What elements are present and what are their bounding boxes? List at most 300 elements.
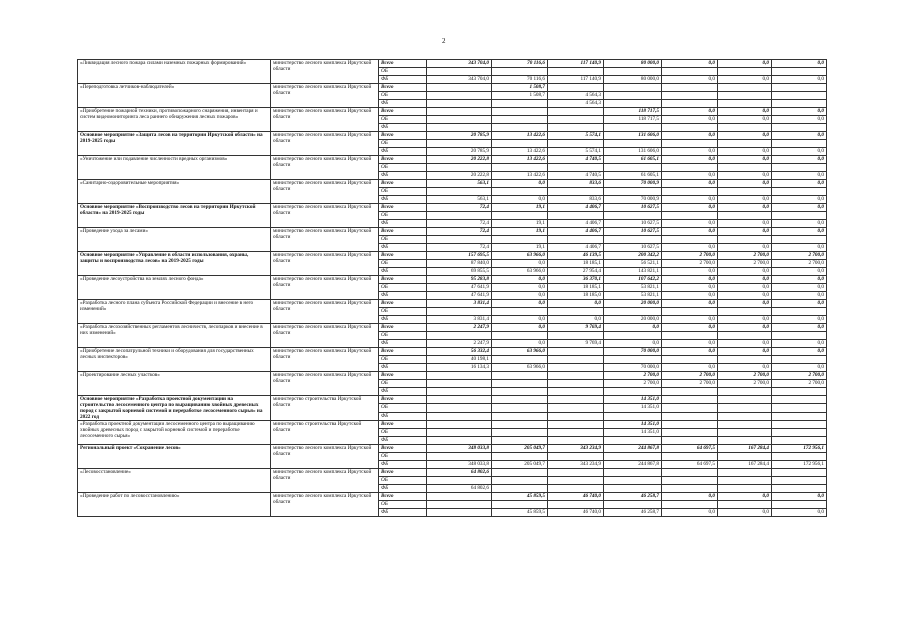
amount-cell: 3 831,4	[427, 316, 492, 324]
amount-cell: 14 351,0	[604, 396, 662, 404]
table-row	[78, 84, 827, 92]
amount-cell: 205 049,7	[492, 445, 548, 453]
table-row	[78, 108, 827, 116]
activity-name: «Уничтожение или подавление численности вредных организмов»	[78, 156, 271, 180]
amount-cell: 2 700,0	[772, 380, 827, 388]
amount-cell	[548, 485, 604, 493]
funding-source: ФБ	[379, 412, 427, 420]
funding-source: ОБ	[379, 116, 427, 124]
funding-source: ОБ	[379, 68, 427, 76]
amount-cell: 0,0	[492, 316, 548, 324]
amount-cell	[604, 453, 662, 461]
funding-source: ОБ	[379, 140, 427, 148]
amount-cell: 5 574,1	[548, 132, 604, 140]
activity-name: «Проектирование лесных участков»	[78, 372, 271, 396]
amount-cell: 0,0	[662, 340, 718, 348]
amount-cell	[662, 84, 718, 92]
amount-cell: 348 033,8	[427, 445, 492, 453]
table-row	[78, 204, 827, 212]
amount-cell	[604, 236, 662, 244]
table-row	[78, 156, 827, 164]
amount-cell	[604, 84, 662, 92]
amount-cell: 0,0	[772, 509, 827, 517]
amount-cell: 0,0	[662, 60, 718, 68]
amount-cell	[718, 469, 772, 477]
amount-cell: 70 116,6	[492, 60, 548, 68]
amount-cell	[662, 421, 718, 429]
amount-cell	[718, 501, 772, 509]
amount-cell	[427, 84, 492, 92]
amount-cell: 5 574,1	[548, 148, 604, 156]
amount-cell: 0,0	[662, 132, 718, 140]
amount-cell	[427, 308, 492, 316]
amount-cell	[548, 348, 604, 356]
amount-cell: 343 704,0	[427, 60, 492, 68]
amount-cell: 0,0	[718, 292, 772, 300]
amount-cell	[427, 509, 492, 517]
amount-cell	[604, 412, 662, 420]
amount-cell	[548, 380, 604, 388]
amount-cell: 4 740,5	[548, 156, 604, 164]
amount-cell: 0,0	[492, 260, 548, 268]
funding-source: Всего	[379, 84, 427, 92]
amount-cell	[662, 308, 718, 316]
amount-cell: 64 802,6	[427, 469, 492, 477]
funding-source: Всего	[379, 396, 427, 404]
amount-cell	[604, 332, 662, 340]
amount-cell	[718, 485, 772, 493]
activity-name: «Лесовосстановление»	[78, 469, 271, 493]
amount-cell: 69 855,5	[427, 268, 492, 276]
amount-cell	[548, 332, 604, 340]
amount-cell: 0,0	[718, 76, 772, 84]
amount-cell: 167 284,4	[718, 445, 772, 453]
amount-cell	[427, 372, 492, 380]
amount-cell: 0,0	[772, 116, 827, 124]
amount-cell: 157 695,5	[427, 252, 492, 260]
activity-name: «Приобретение лесопатрульной техники и оборудования для государственных лесных инспекторов»	[78, 348, 271, 372]
amount-cell	[718, 308, 772, 316]
amount-cell: 0,0	[662, 324, 718, 332]
amount-cell	[662, 501, 718, 509]
table-row	[78, 228, 827, 236]
amount-cell	[718, 212, 772, 220]
amount-cell: 0,0	[662, 364, 718, 372]
amount-cell: 343 234,9	[548, 461, 604, 469]
amount-cell	[772, 453, 827, 461]
amount-cell: 0,0	[718, 148, 772, 156]
amount-cell: 2 700,0	[718, 260, 772, 268]
amount-cell: 0,0	[772, 340, 827, 348]
amount-cell: 80 000,0	[604, 60, 662, 68]
amount-cell	[492, 501, 548, 509]
funding-source: ФБ	[379, 364, 427, 372]
amount-cell: 172 956,1	[772, 445, 827, 453]
amount-cell	[492, 188, 548, 196]
amount-cell	[604, 140, 662, 148]
amount-cell: 244 867,8	[604, 445, 662, 453]
funding-source: ОБ	[379, 404, 427, 412]
amount-cell: 0,0	[662, 204, 718, 212]
amount-cell	[662, 469, 718, 477]
amount-cell	[492, 124, 548, 132]
amount-cell	[718, 164, 772, 172]
amount-cell: 0,0	[718, 300, 772, 308]
amount-cell: 348 033,8	[427, 461, 492, 469]
amount-cell: 19,1	[492, 244, 548, 252]
amount-cell: 4 564,3	[548, 92, 604, 100]
amount-cell	[492, 108, 548, 116]
table-row	[78, 445, 827, 453]
amount-cell	[718, 453, 772, 461]
amount-cell	[718, 396, 772, 404]
amount-cell: 80 000,0	[604, 76, 662, 84]
amount-cell	[718, 100, 772, 108]
amount-cell: 0,0	[662, 348, 718, 356]
amount-cell	[492, 412, 548, 420]
amount-cell: 2 700,0	[604, 380, 662, 388]
amount-cell	[427, 453, 492, 461]
amount-cell: 19,1	[492, 204, 548, 212]
amount-cell: 205 049,7	[492, 461, 548, 469]
amount-cell: 2 700,0	[718, 372, 772, 380]
funding-source: ОБ	[379, 260, 427, 268]
amount-cell: 0,0	[492, 276, 548, 284]
executor: министерство строительства Иркутской области	[271, 396, 379, 421]
amount-cell: 56 521,1	[604, 260, 662, 268]
amount-cell: 46 740,0	[548, 509, 604, 517]
amount-cell	[718, 84, 772, 92]
amount-cell: 9 769,4	[548, 324, 604, 332]
activity-name: Основное мероприятие «Управление в области использования, охраны, защиты и воспроизводства лесов» на 2019-2025 годы	[78, 252, 271, 276]
amount-cell	[427, 380, 492, 388]
amount-cell: 40 198,1	[427, 356, 492, 364]
amount-cell: 833,6	[548, 196, 604, 204]
amount-cell	[492, 100, 548, 108]
amount-cell: 0,0	[772, 324, 827, 332]
amount-cell: 4 740,5	[548, 172, 604, 180]
amount-cell	[427, 164, 492, 172]
amount-cell: 64 802,6	[427, 485, 492, 493]
amount-cell: 0,0	[662, 156, 718, 164]
amount-cell: 70 000,9	[604, 180, 662, 188]
funding-source: Всего	[379, 300, 427, 308]
funding-source: ФБ	[379, 437, 427, 445]
amount-cell: 0,0	[662, 172, 718, 180]
amount-cell	[772, 421, 827, 429]
executor: министерство лесного комплекса Иркутской области	[271, 204, 379, 228]
amount-cell: 2 700,0	[772, 252, 827, 260]
amount-cell	[548, 68, 604, 76]
funding-source: ОБ	[379, 212, 427, 220]
amount-cell: 3 831,4	[427, 300, 492, 308]
amount-cell: 0,0	[772, 156, 827, 164]
amount-cell: 2 700,0	[662, 260, 718, 268]
amount-cell	[604, 92, 662, 100]
amount-cell: 0,0	[772, 244, 827, 252]
amount-cell	[604, 212, 662, 220]
amount-cell: 563,1	[427, 180, 492, 188]
amount-cell: 20 222,8	[427, 156, 492, 164]
funding-source: Всего	[379, 204, 427, 212]
amount-cell: 18 185,1	[548, 260, 604, 268]
amount-cell: 1 508,7	[492, 84, 548, 92]
funding-source: Всего	[379, 445, 427, 453]
amount-cell: 343 234,9	[548, 445, 604, 453]
funding-source: ФБ	[379, 292, 427, 300]
amount-cell	[492, 477, 548, 485]
amount-cell: 0,0	[492, 300, 548, 308]
amount-cell	[492, 421, 548, 429]
amount-cell	[492, 356, 548, 364]
amount-cell	[492, 388, 548, 396]
amount-cell: 4 406,7	[548, 204, 604, 212]
amount-cell: 13 422,6	[492, 156, 548, 164]
page-number: 2	[442, 37, 446, 45]
amount-cell	[492, 469, 548, 477]
activity-name: «Разработка проектной документации лесосеменного центра по выращиванию хвойных древесных пород с закрытой корневой системой и переработке лесосеменного сырья»	[78, 421, 271, 445]
funding-source: ФБ	[379, 509, 427, 517]
activity-name: «Разработка лесного плана субъекта Российской Федерации и внесение в него изменений»	[78, 300, 271, 324]
amount-cell: 10 627,5	[604, 204, 662, 212]
amount-cell	[604, 388, 662, 396]
amount-cell	[427, 116, 492, 124]
amount-cell	[662, 404, 718, 412]
amount-cell	[604, 68, 662, 76]
activity-name: «Проведение работ по лесовосстановлению»	[78, 493, 271, 517]
amount-cell	[772, 92, 827, 100]
funding-source: ОБ	[379, 501, 427, 509]
amount-cell: 64 697,5	[662, 445, 718, 453]
amount-cell	[548, 429, 604, 437]
amount-cell	[772, 356, 827, 364]
amount-cell: 0,0	[662, 300, 718, 308]
amount-cell	[604, 437, 662, 445]
table-row	[78, 252, 827, 260]
amount-cell: 343 704,0	[427, 76, 492, 84]
amount-cell: 46 258,7	[604, 509, 662, 517]
amount-cell: 0,0	[604, 340, 662, 348]
amount-cell	[427, 404, 492, 412]
amount-cell	[427, 388, 492, 396]
amount-cell	[662, 388, 718, 396]
amount-cell: 20 785,9	[427, 148, 492, 156]
amount-cell	[718, 68, 772, 76]
amount-cell: 53 821,1	[604, 292, 662, 300]
amount-cell	[548, 364, 604, 372]
amount-cell: 4 564,3	[548, 100, 604, 108]
amount-cell	[427, 100, 492, 108]
activity-name: Основное мероприятие «Воспроизводство лесов на территории Иркутской области» на 2019-2025 годы	[78, 204, 271, 228]
amount-cell	[718, 404, 772, 412]
amount-cell	[662, 100, 718, 108]
amount-cell	[662, 188, 718, 196]
amount-cell: 2 700,0	[662, 252, 718, 260]
amount-cell: 0,0	[662, 244, 718, 252]
amount-cell	[492, 380, 548, 388]
amount-cell	[772, 485, 827, 493]
amount-cell: 70 116,6	[492, 76, 548, 84]
amount-cell	[662, 212, 718, 220]
funding-source: ОБ	[379, 236, 427, 244]
amount-cell: 107 642,2	[604, 276, 662, 284]
amount-cell	[427, 236, 492, 244]
executor: министерство лесного комплекса Иркутской области	[271, 132, 379, 156]
amount-cell	[772, 437, 827, 445]
amount-cell: 0,0	[662, 108, 718, 116]
amount-cell: 0,0	[718, 180, 772, 188]
activity-name: Основное мероприятие «Разработка проектной документации на строительство лесосеменного центра по выращиванию хвойных древесных пород с закрытой корневой системой и переработке лесосеменного сырья» на 2022 год	[78, 396, 271, 421]
amount-cell	[492, 429, 548, 437]
amount-cell: 46 139,5	[548, 252, 604, 260]
amount-cell	[604, 308, 662, 316]
amount-cell: 0,0	[662, 268, 718, 276]
amount-cell: 0,0	[604, 324, 662, 332]
amount-cell: 10 627,5	[604, 244, 662, 252]
amount-cell	[427, 493, 492, 501]
amount-cell: 13 422,6	[492, 172, 548, 180]
amount-cell: 131 606,0	[604, 132, 662, 140]
amount-cell	[492, 116, 548, 124]
amount-cell: 2 700,0	[604, 372, 662, 380]
table-row	[78, 469, 827, 477]
amount-cell: 0,0	[662, 316, 718, 324]
amount-cell: 0,0	[718, 204, 772, 212]
funding-source: ФБ	[379, 124, 427, 132]
amount-cell: 87 840,0	[427, 260, 492, 268]
amount-cell: 4 406,7	[548, 244, 604, 252]
amount-cell	[718, 412, 772, 420]
amount-cell	[548, 396, 604, 404]
amount-cell	[492, 396, 548, 404]
funding-source: Всего	[379, 180, 427, 188]
table-row	[78, 324, 827, 332]
amount-cell	[662, 92, 718, 100]
amount-cell	[662, 164, 718, 172]
amount-cell	[772, 396, 827, 404]
amount-cell	[604, 188, 662, 196]
amount-cell: 0,0	[718, 108, 772, 116]
amount-cell	[662, 485, 718, 493]
amount-cell: 20 785,9	[427, 132, 492, 140]
amount-cell: 63 966,0	[492, 364, 548, 372]
amount-cell	[662, 68, 718, 76]
table-row	[78, 180, 827, 188]
activity-name: «Проведение ухода за лесами»	[78, 228, 271, 252]
amount-cell	[772, 477, 827, 485]
amount-cell: 0,0	[772, 180, 827, 188]
executor: министерство лесного комплекса Иркутской области	[271, 493, 379, 517]
amount-cell: 0,0	[772, 228, 827, 236]
amount-cell	[662, 356, 718, 364]
amount-cell	[427, 140, 492, 148]
amount-cell	[772, 124, 827, 132]
funding-source: ФБ	[379, 316, 427, 324]
funding-source: Всего	[379, 228, 427, 236]
executor: министерство лесного комплекса Иркутской области	[271, 228, 379, 252]
amount-cell: 2 247,9	[427, 340, 492, 348]
amount-cell: 27 954,4	[548, 268, 604, 276]
amount-cell	[492, 140, 548, 148]
amount-cell	[492, 404, 548, 412]
amount-cell: 19,1	[492, 220, 548, 228]
funding-source: ОБ	[379, 284, 427, 292]
executor: министерство лесного комплекса Иркутской области	[271, 108, 379, 132]
executor: министерство лесного комплекса Иркутской области	[271, 60, 379, 84]
amount-cell	[718, 356, 772, 364]
amount-cell	[772, 404, 827, 412]
amount-cell	[427, 124, 492, 132]
funding-source: ОБ	[379, 453, 427, 461]
amount-cell	[604, 124, 662, 132]
funding-source: ОБ	[379, 380, 427, 388]
funding-source: Всего	[379, 493, 427, 501]
table-row	[78, 276, 827, 284]
amount-cell	[492, 68, 548, 76]
amount-cell	[427, 68, 492, 76]
amount-cell: 72,4	[427, 228, 492, 236]
amount-cell	[772, 188, 827, 196]
amount-cell: 0,0	[492, 284, 548, 292]
amount-cell: 19,1	[492, 228, 548, 236]
amount-cell: 0,0	[772, 132, 827, 140]
amount-cell: 63 966,0	[492, 348, 548, 356]
activity-name: «Санитарно-оздоровительные мероприятия»	[78, 180, 271, 204]
amount-cell	[427, 429, 492, 437]
amount-cell: 61 605,1	[604, 172, 662, 180]
amount-cell: 0,0	[772, 316, 827, 324]
amount-cell	[718, 124, 772, 132]
amount-cell: 118 717,5	[604, 108, 662, 116]
table-row	[78, 60, 827, 68]
amount-cell: 18 185,1	[548, 284, 604, 292]
amount-cell: 13 422,6	[492, 148, 548, 156]
funding-source: ОБ	[379, 164, 427, 172]
table-row	[78, 300, 827, 308]
amount-cell: 72,4	[427, 204, 492, 212]
amount-cell	[772, 68, 827, 76]
amount-cell: 2 700,0	[772, 260, 827, 268]
amount-cell: 0,0	[718, 244, 772, 252]
funding-source: ФБ	[379, 100, 427, 108]
amount-cell: 45 859,5	[492, 509, 548, 517]
executor: министерство строительства Иркутской области	[271, 421, 379, 445]
amount-cell: 0,0	[772, 204, 827, 212]
executor: министерство лесного комплекса Иркутской области	[271, 84, 379, 108]
amount-cell	[662, 236, 718, 244]
amount-cell: 2 700,0	[772, 372, 827, 380]
amount-cell: 0,0	[718, 116, 772, 124]
amount-cell: 14 351,0	[604, 429, 662, 437]
amount-cell	[548, 388, 604, 396]
amount-cell: 0,0	[718, 228, 772, 236]
executor: министерство лесного комплекса Иркутской области	[271, 300, 379, 324]
amount-cell: 563,1	[427, 196, 492, 204]
amount-cell	[427, 477, 492, 485]
funding-source: Всего	[379, 372, 427, 380]
funding-source: ОБ	[379, 308, 427, 316]
funding-source: Всего	[379, 276, 427, 284]
activity-name: «Переподготовка летчиков-наблюдателей»	[78, 84, 271, 108]
amount-cell: 0,0	[772, 284, 827, 292]
amount-cell	[427, 421, 492, 429]
amount-cell: 0,0	[718, 493, 772, 501]
amount-cell	[604, 164, 662, 172]
amount-cell	[548, 124, 604, 132]
executor: министерство лесного комплекса Иркутской области	[271, 469, 379, 493]
amount-cell	[772, 429, 827, 437]
amount-cell: 72,4	[427, 244, 492, 252]
